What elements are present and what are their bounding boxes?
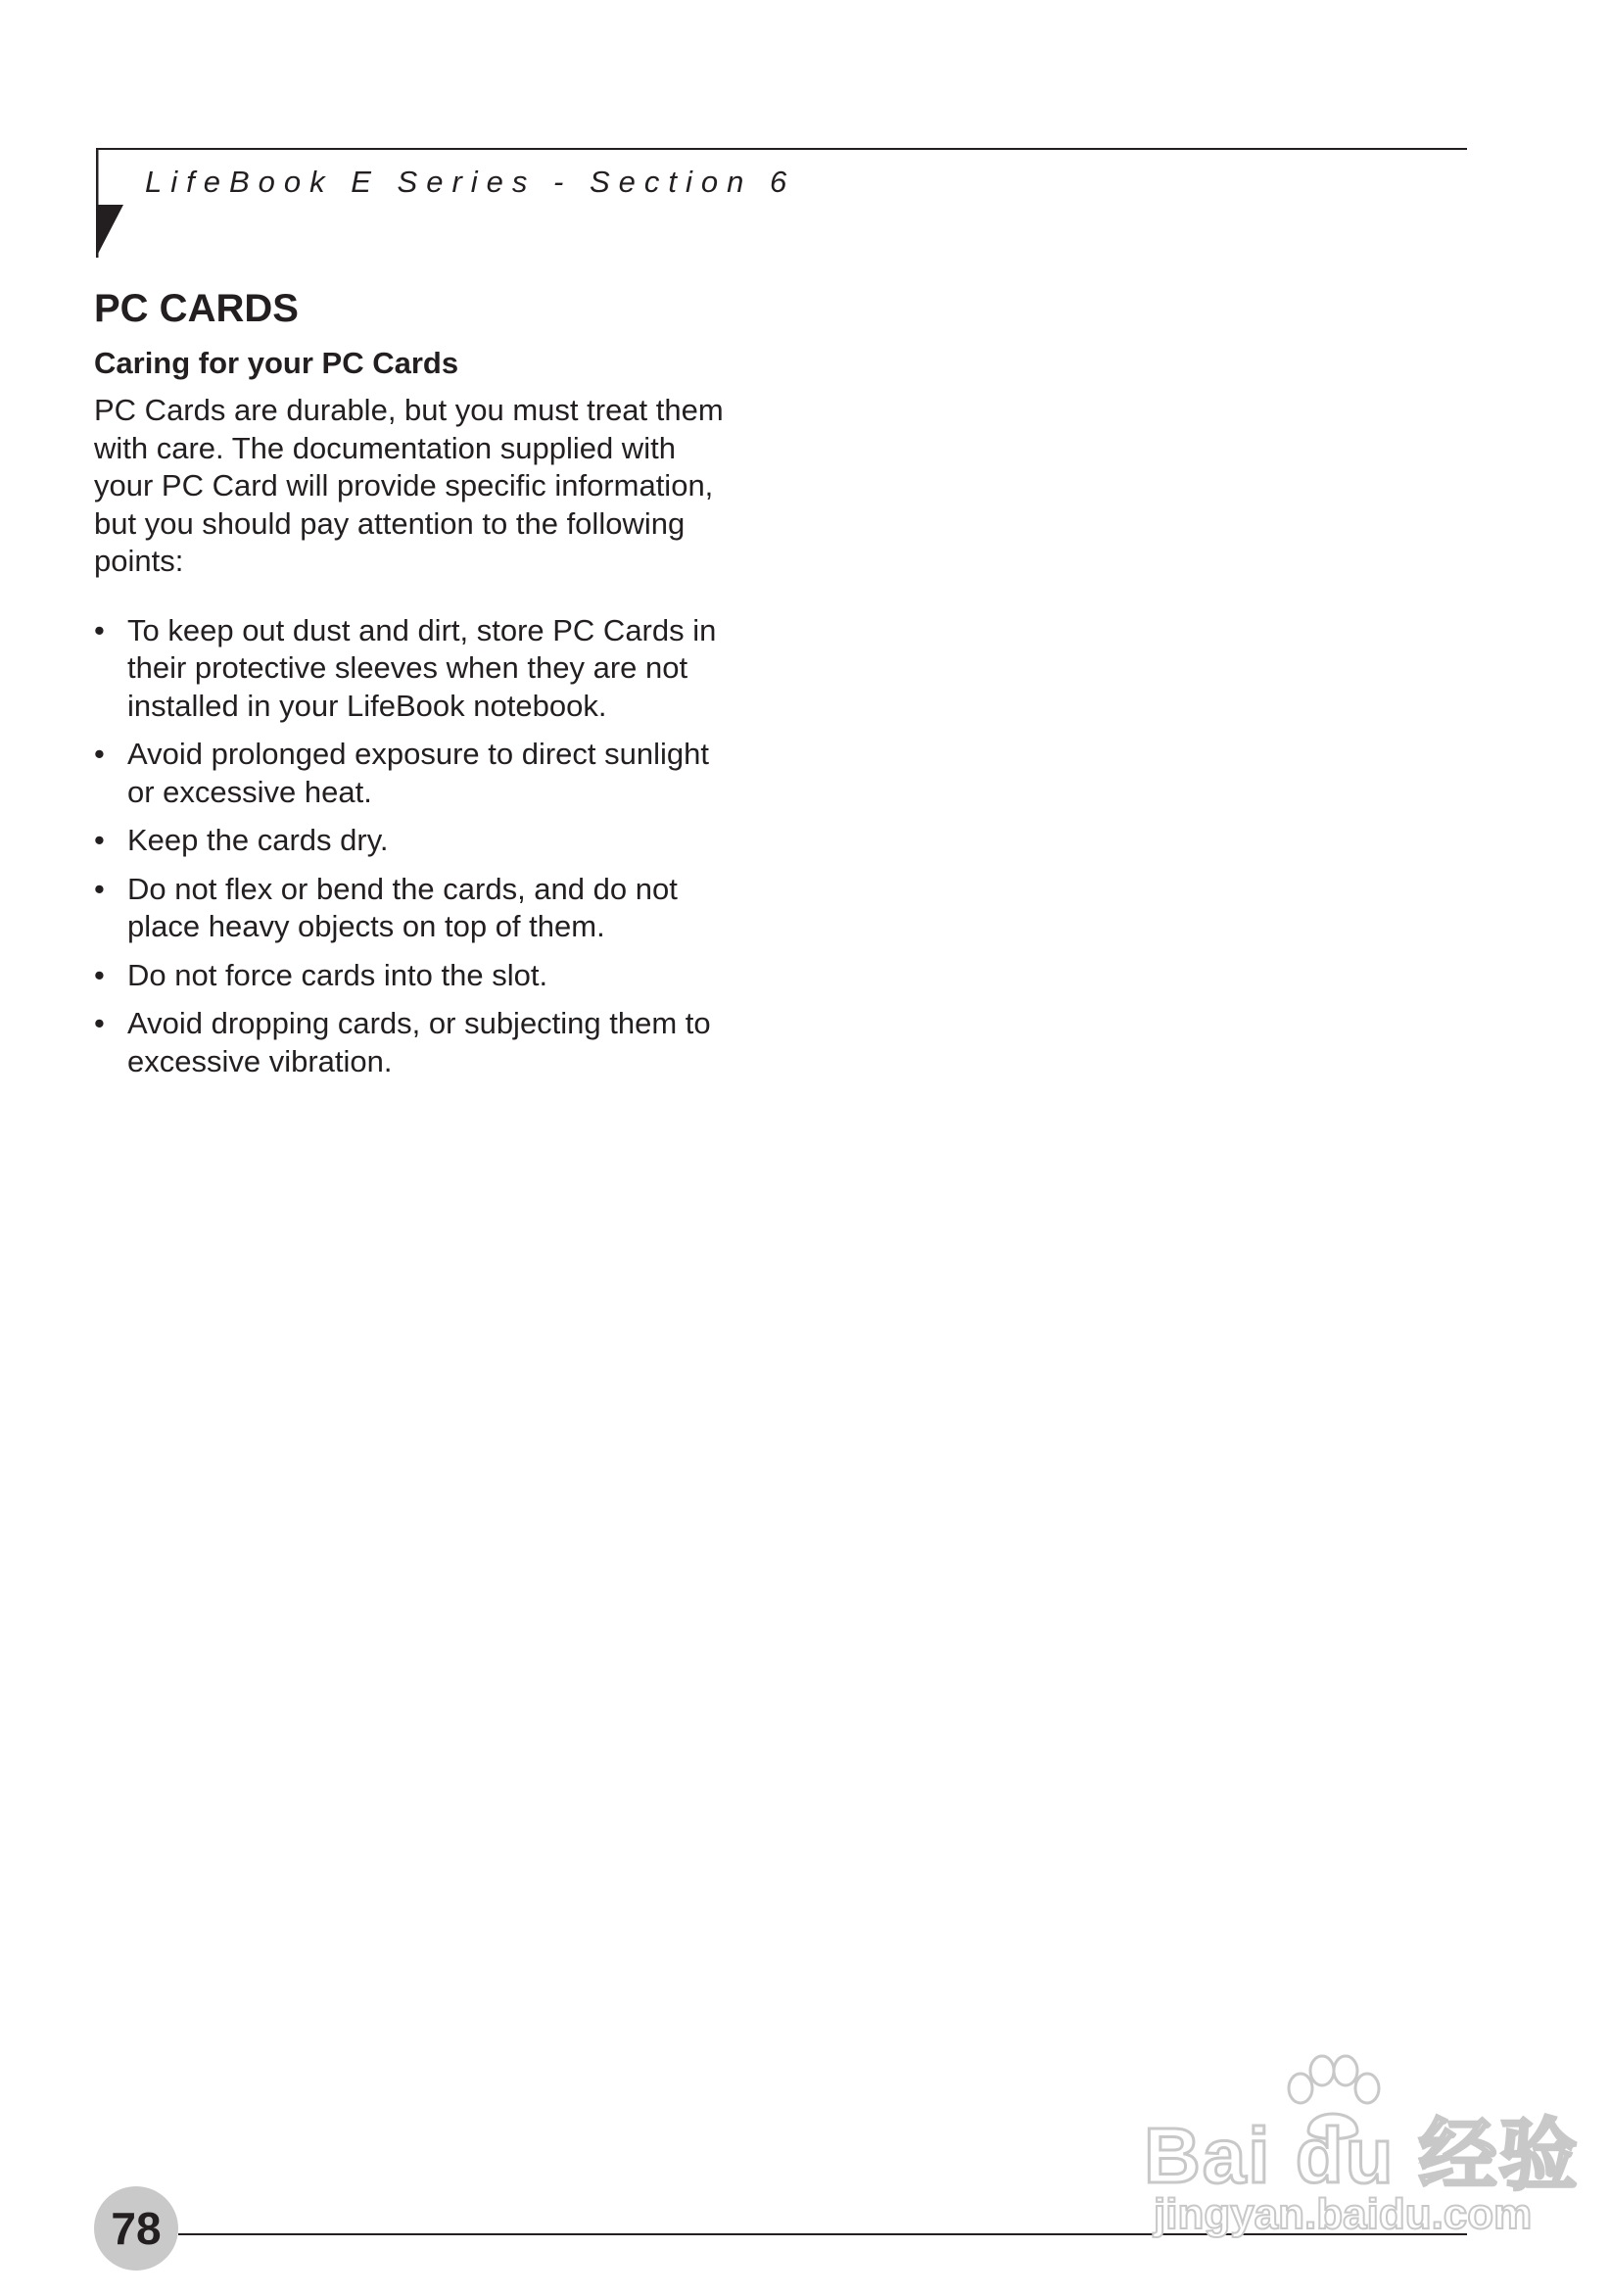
section-title: PC CARDS xyxy=(94,287,299,330)
bullet-item xyxy=(94,1005,760,1080)
bullet-line: Do not flex or bend the cards, and do not xyxy=(127,871,678,906)
bullet-line: place heavy objects on top of them. xyxy=(127,909,605,943)
intro-line: with care. The documentation supplied with xyxy=(94,430,676,465)
bullet-item xyxy=(94,822,760,860)
bullet-line: or excessive heat. xyxy=(127,774,372,809)
baidu-watermark xyxy=(1144,2053,1580,2249)
bullet-item xyxy=(94,736,760,811)
bullet-dot: • xyxy=(94,737,105,771)
bullet-item xyxy=(94,612,760,726)
intro-line: PC Cards are durable, but you must treat them xyxy=(94,393,724,427)
bullet-item xyxy=(94,871,760,946)
header-rule xyxy=(96,148,1467,150)
watermark-logo-text: Bai du 经验 xyxy=(1144,2112,1580,2199)
bullet-line: Keep the cards dry. xyxy=(127,823,389,857)
subsection-title: Caring for your PC Cards xyxy=(94,346,459,380)
bullet-dot: • xyxy=(94,823,105,857)
bullet-line: Avoid prolonged exposure to direct sunlight xyxy=(127,737,709,771)
bullet-line: Avoid dropping cards, or subjecting them to xyxy=(127,1006,711,1040)
page-number-badge: 78 xyxy=(94,2186,178,2271)
bullet-line: To keep out dust and dirt, store PC Cards in xyxy=(127,612,717,647)
bullet-dot: • xyxy=(94,957,105,992)
main-content xyxy=(94,280,760,1091)
bullet-list xyxy=(94,612,760,1081)
running-header: LifeBook E Series - Section 6 xyxy=(145,165,796,199)
intro-line: points: xyxy=(94,544,184,578)
watermark-url: jingyan.baidu.com xyxy=(1154,2190,1533,2238)
bullet-line: their protective sleeves when they are not xyxy=(127,650,688,685)
bullet-dot: • xyxy=(94,612,105,647)
bullet-line: installed in your LifeBook notebook. xyxy=(127,688,607,723)
intro-line: your PC Card will provide specific information, xyxy=(94,468,714,502)
bullet-line: excessive vibration. xyxy=(127,1043,393,1078)
intro-paragraph xyxy=(94,392,760,581)
header-corner-marker xyxy=(96,148,123,258)
bullet-line: Do not force cards into the slot. xyxy=(127,957,548,992)
bullet-item xyxy=(94,957,760,995)
bullet-dot: • xyxy=(94,871,105,906)
intro-line: but you should pay attention to the following xyxy=(94,505,686,541)
bullet-dot: • xyxy=(94,1006,105,1040)
